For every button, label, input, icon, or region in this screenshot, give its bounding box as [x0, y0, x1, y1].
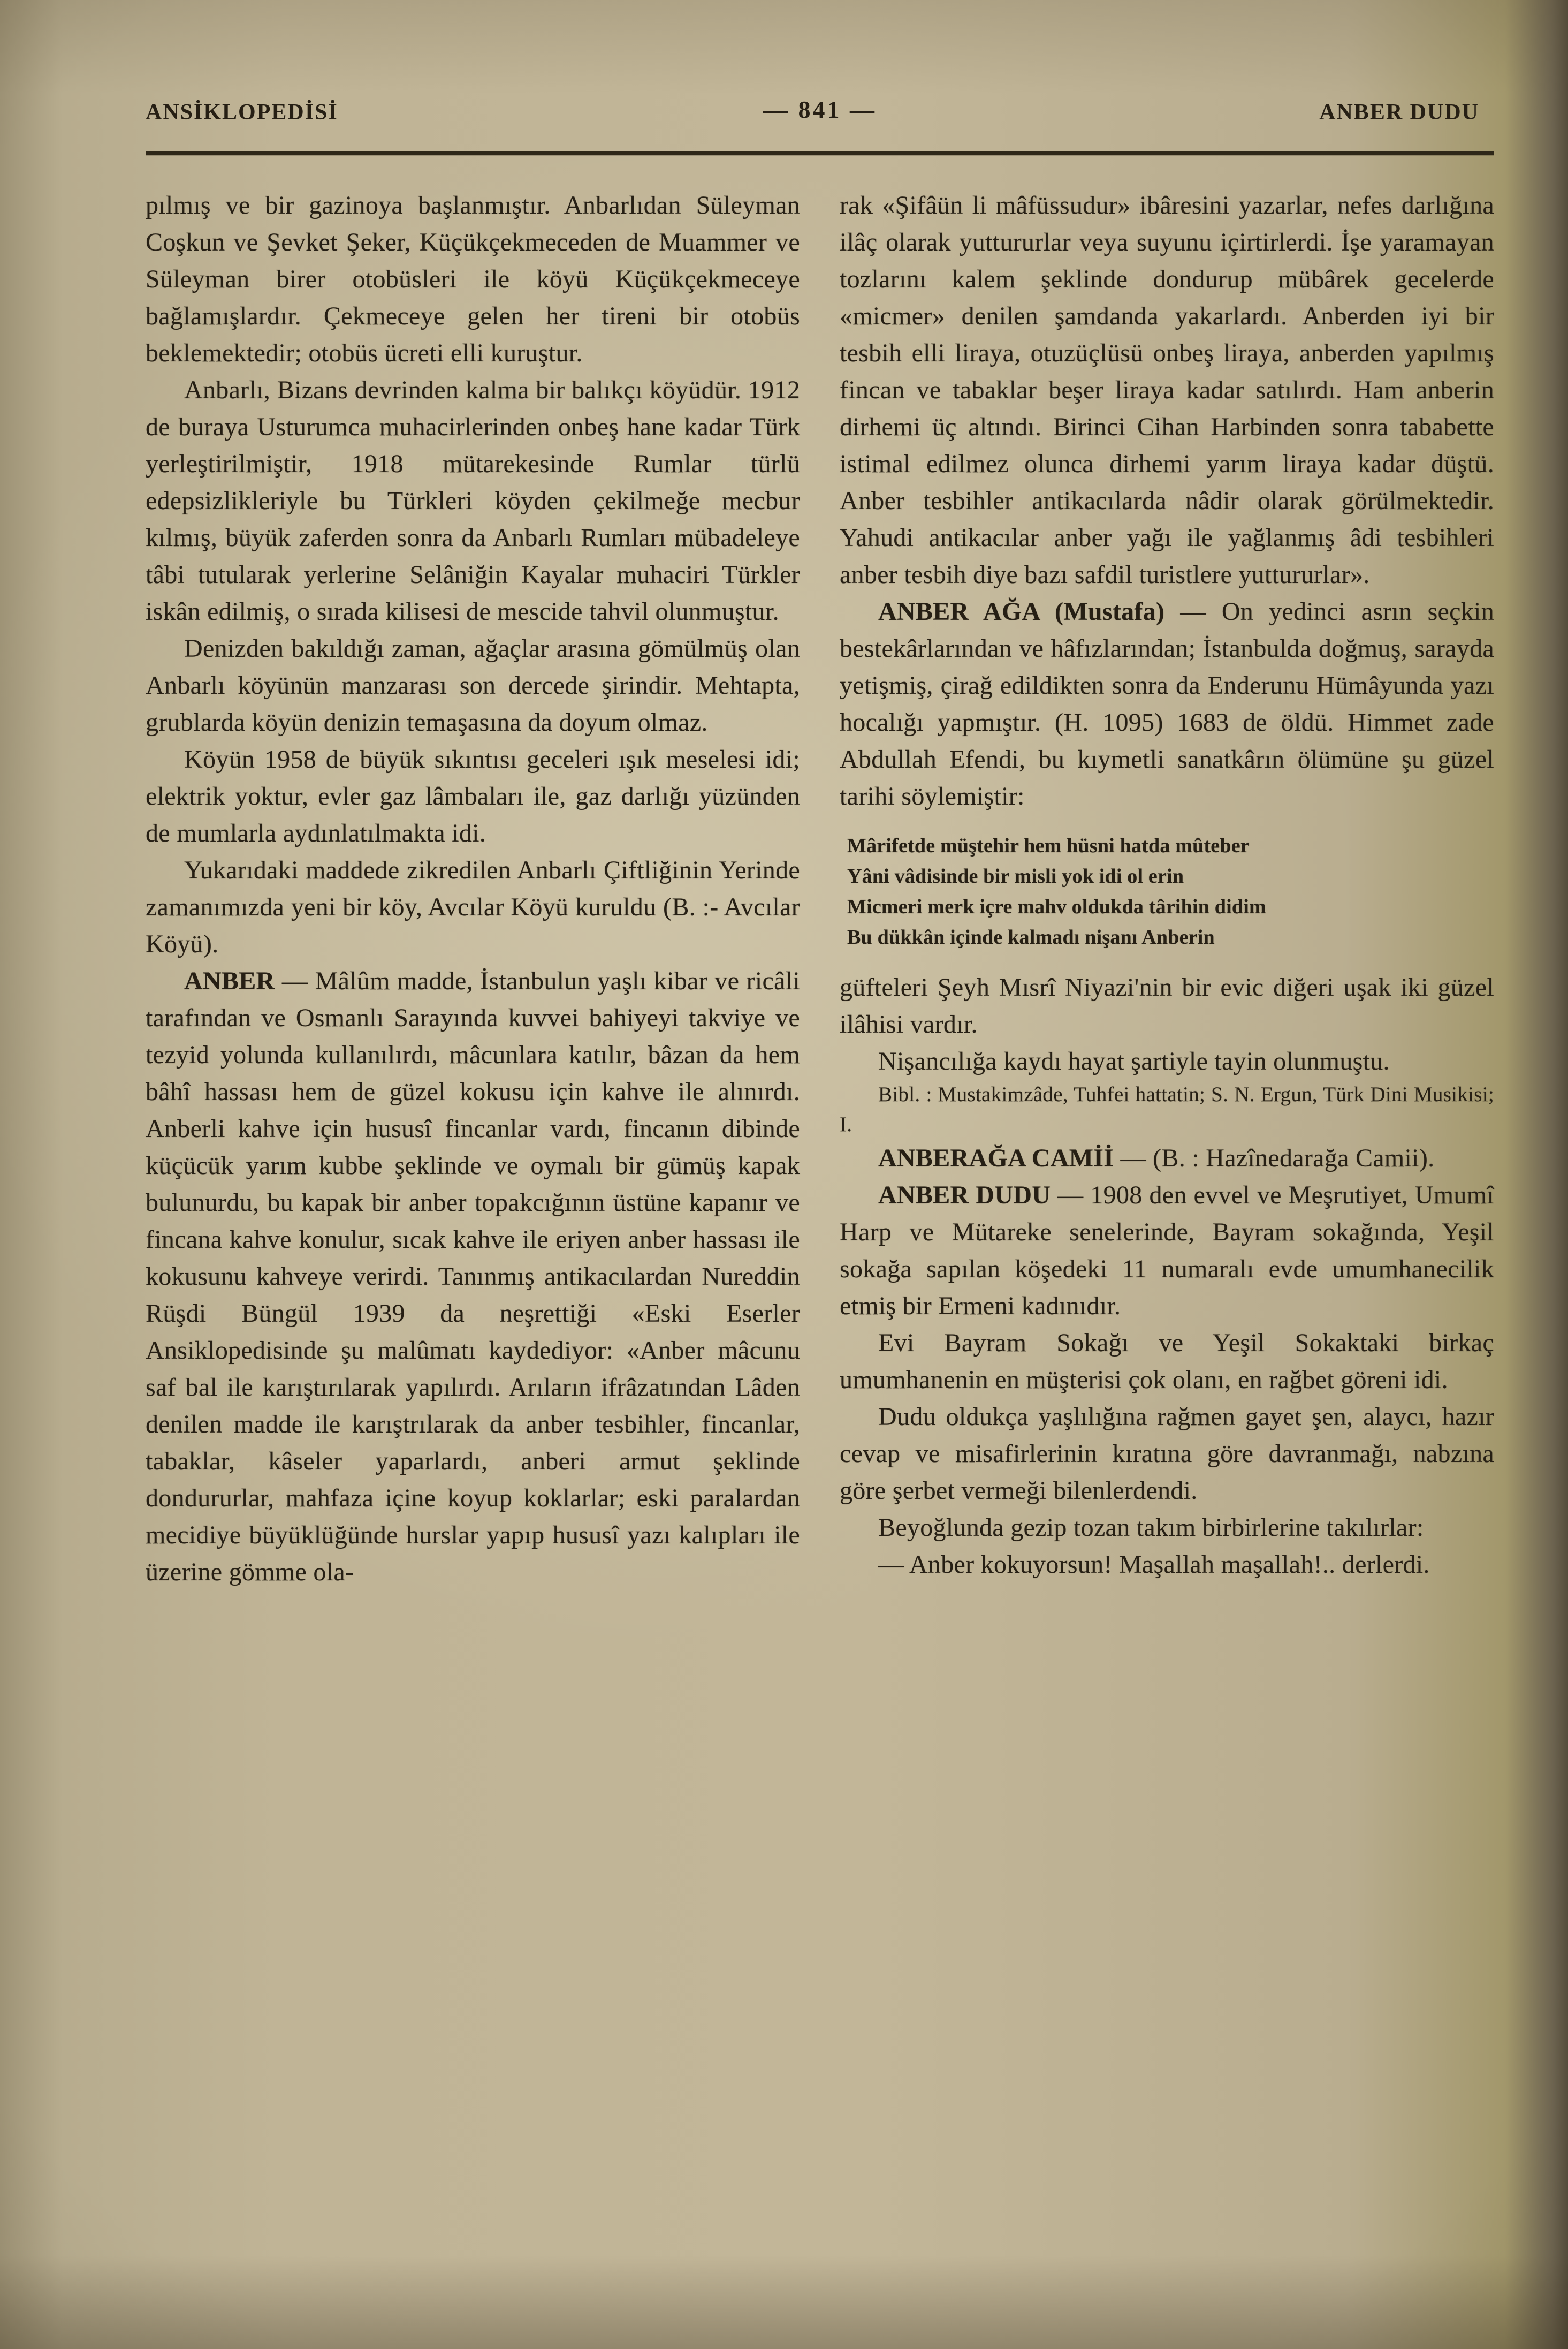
verse-line: Mârifetde müştehir hem hüsni hatda mûteber	[847, 835, 1250, 857]
bibliography: Bibl. : Mustakimzâde, Tuhfei hattatin; S. N. Ergun, Türk Dini Musikisi; I.	[840, 1083, 1494, 1136]
paragraph: — Anber kokuyorsun! Maşallah maşallah!.. derlerdi.	[878, 1550, 1430, 1579]
left-column	[146, 187, 800, 1590]
paragraph: Denizden bakıldığı zaman, ağaçlar arasına gömülmüş olan Anbarlı köyünün manzarası son dercede şirindir. Mehtapta, grublarda köyün denizin temaşasına da doyum olmaz.	[146, 634, 800, 737]
verse-line: Yâni vâdisinde bir misli yok idi ol erin	[847, 865, 1184, 888]
text-columns	[146, 187, 1494, 1590]
entry-headword: ANBER DUDU	[878, 1181, 1051, 1209]
entry-headword: ANBER AĞA (Mustafa)	[878, 597, 1165, 626]
paragraph: Dudu oldukça yaşlılığına rağmen gayet şen, alaycı, hazır cevap ve misafirlerinin kıratına göre davranmağı, nabzına göre şerbet vermeği bilenlerdendi.	[840, 1403, 1494, 1505]
verse-block	[847, 831, 1494, 953]
page-number: — 841 —	[763, 96, 877, 123]
paragraph: Beyoğlunda gezip tozan takım birbirlerine takılırlar:	[878, 1513, 1424, 1542]
entry-headword: ANBERAĞA CAMİİ	[878, 1144, 1114, 1172]
entry-paragraph: ANBER — Mâlûm madde, İstanbulun yaşlı kibar ve ricâli tarafından ve Osmanlı Sarayında kuvvei bahiyeyi takviye ve tezyid yolunda kullanılırdı, mâcunlara katılır, bâzan da hem bâhî hassası hem de güzel kokusu için kahve ile alınırdı. Anberli kahve için hususî fincanlar vardı, fincanın dibinde küçücük yarım kubbe şeklinde ve oymalı bir gümüş kapak bulunurdu, bu kapak bir anber topakcığının üstüne kapanır ve fincana kahve konulur, sıcak kahve ile eriyen anber hassası ile kokusunu kahveye verirdi. Tanınmış antikacılardan Nureddin Rüşdi Büngül 1939 da neşrettiği «Eski Eserler Ansiklopedisinde şu malûmatı kaydediyor: «Anber mâcunu saf bal ile karıştırılarak yapılırdı. Arıların ifrâzatından Lâden denilen madde ile karıştrılarak da anber tesbihler, fincanlar, tabaklar, kâseler yaparlardı, anberi armut şeklinde dondururlar, mahfaza içine koyup koklarlar; eski paralardan mecidiye büyüklüğünde hurslar yapıp hususî yazı kalıpları ile üzerine gömme ola-	[146, 967, 800, 1586]
paragraph: pılmış ve bir gazinoya başlanmıştır. Anbarlıdan Süleyman Coşkun ve Şevket Şeker, Küçükçekmeceden de Muammer ve Süleyman birer otobüsleri ile köyü Küçükçekmeceye bağlamışlardır. Çekmeceye gelen her tireni bir otobüs beklemektedir; otobüs ücreti elli kuruştur.	[146, 191, 800, 367]
page-content	[146, 90, 1494, 1590]
right-column	[840, 187, 1494, 1590]
entry-headword: ANBER	[184, 967, 275, 995]
paragraph: Yukarıdaki maddede zikredilen Anbarlı Çiftliğinin Yerinde zamanımızda yeni bir köy, Avcılar Köyü kuruldu (B. :- Avcılar Köyü).	[146, 856, 800, 958]
paragraph: Evi Bayram Sokağı ve Yeşil Sokaktaki birkaç umumhanenin en müşterisi çok olanı, en rağbet göreni idi.	[840, 1329, 1494, 1394]
running-title-left: ANSİKLOPEDİSİ	[146, 100, 338, 125]
paragraph: Anbarlı, Bizans devrinden kalma bir balıkçı köyüdür. 1912 de buraya Usturumca muhacirlerinden onbeş hane kadar Türk yerleştirilmiştir, 1918 mütarekesinde Rumlar türlü edepsizlikleriyle bu Türkleri köyden çekilmeğe mecbur kılmış, büyük zaferden sonra da Anbarlı Rumları mübadeleye tâbi tutularak yerlerine Selâniğin Kayalar muhaciri Türkler iskân edilmiş, o sırada kilisesi de mescide tahvil olunmuştur.	[146, 376, 800, 626]
entry-paragraph: ANBER AĞA (Mustafa) — On yedinci asrın seçkin bestekârlarından ve hâfızlarından; İstanbulda doğmuş, sarayda yetişmiş, çirağ edildikten sonra da Enderunu Hümâyunda yazı hocalığı yapmıştır. (H. 1095) 1683 de öldü. Himmet zade Abdullah Efendi, bu kıymetli sanatkârın ölümüne şu güzel tarihi söylemiştir:	[840, 597, 1494, 810]
running-title-right: ANBER DUDU	[1319, 100, 1479, 125]
header-rule	[146, 151, 1494, 155]
paragraph: güfteleri Şeyh Mısrî Niyazi'nin bir evic diğeri uşak iki güzel ilâhisi vardır.	[840, 973, 1494, 1039]
paragraph: rak «Şifâün li mâfüssudur» ibâresini yazarlar, nefes darlığına ilâç olarak yuttururlar veya suyunu içirtirlerdi. İşe yaramayan tozlarını kalem şeklinde dondurup mübârek gecelerde «micmer» denilen şamdanda yakarlardı. Anberden iyi bir tesbih elli liraya, otuzüçlüsü onbeş liraya, anberden yapılmış fincan ve tabaklar beşer liraya kadar satılırdı. Ham anberin dirhemi üç altındı. Birinci Cihan Harbinden sonra tababette istimal edilmez olunca dirhemi yarım liraya kadar düştü. Anber tesbihler antikacılarda nâdir olarak görülmektedir. Yahudi antikacılar anber yağı ile yağlanmış âdi tesbihleri anber tesbih diye bazı safdil turistlere yuttururlar».	[840, 191, 1494, 589]
paragraph: Nişancılığa kaydı hayat şartiyle tayin olunmuştu.	[878, 1047, 1390, 1075]
entry-paragraph: ANBERAĞA CAMİİ — (B. : Hazînedarağa Camii).	[878, 1144, 1435, 1172]
running-head	[146, 90, 1494, 137]
verse-line: Bu dükkân içinde kalmadı nişanı Anberin	[847, 926, 1215, 949]
verse-line: Micmeri merk içre mahv oldukda târihin didim	[847, 896, 1266, 918]
entry-paragraph: ANBER DUDU — 1908 den evvel ve Meşrutiyet, Umumî Harp ve Mütareke senelerinde, Bayram sokağında, Yeşil sokağa sapılan köşedeki 11 numaralı evde umumhanecilik etmiş bir Ermeni kadınıdır.	[840, 1181, 1494, 1320]
paragraph: Köyün 1958 de büyük sıkıntısı geceleri ışık meselesi idi; elektrik yoktur, evler gaz lâmbaları ile, gaz darlığı yüzünden de mumlarla aydınlatılmakta idi.	[146, 745, 800, 847]
